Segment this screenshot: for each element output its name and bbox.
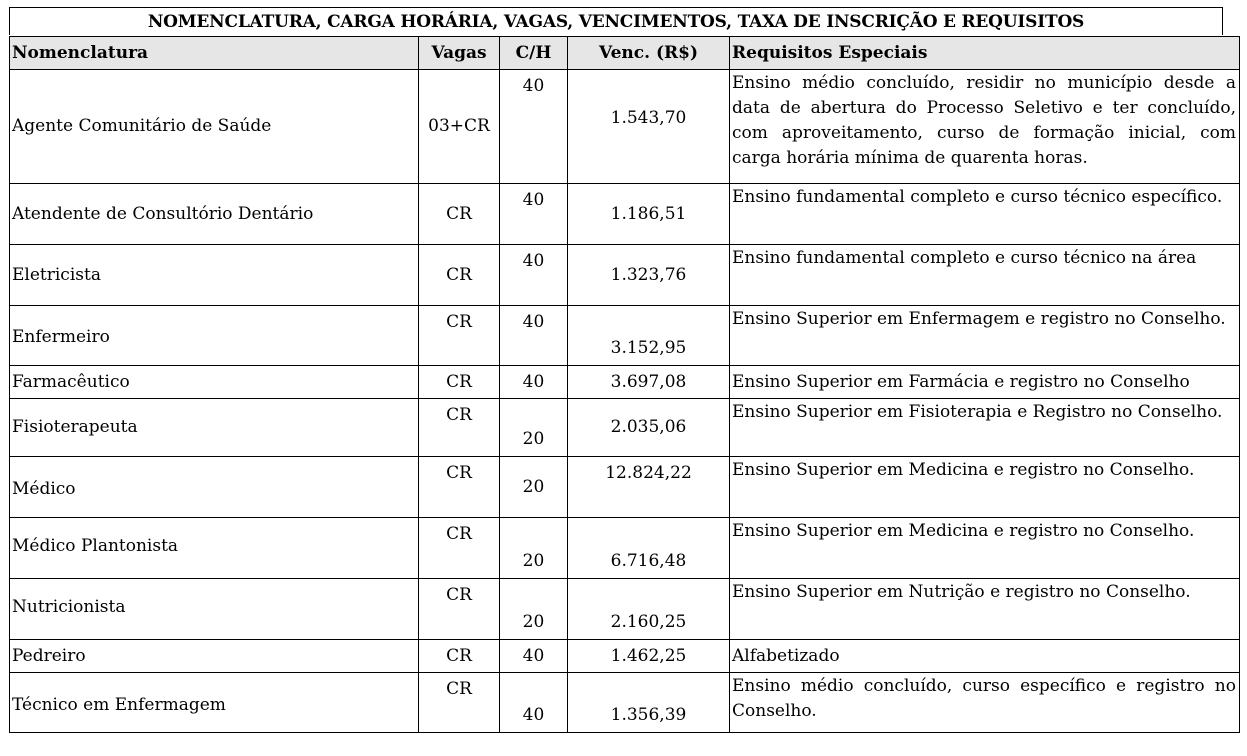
cell-nomenclatura: Enfermeiro — [10, 306, 419, 366]
cell-vagas: CR — [419, 184, 500, 245]
cell-ch: 20 — [500, 579, 568, 640]
cell-venc: 1.186,51 — [568, 184, 730, 245]
cell-ch: 40 — [500, 366, 568, 399]
header-ch: C/H — [500, 37, 568, 70]
cell-vagas: CR — [419, 306, 500, 366]
cell-requisitos: Ensino Superior em Nutrição e registro no Conselho. — [730, 579, 1240, 640]
cell-nomenclatura: Eletricista — [10, 245, 419, 306]
cell-ch: 40 — [500, 245, 568, 306]
cell-requisitos: Ensino médio concluído, residir no município desde a data de abertura do Processo Seletivo e ter concluído, com aproveitamento, curso de formação inicial, com carga horária mínima de quarenta horas. — [730, 70, 1240, 184]
cell-ch: 40 — [500, 70, 568, 184]
table-row — [10, 579, 1240, 640]
cell-venc: 3.152,95 — [568, 306, 730, 366]
cell-venc: 6.716,48 — [568, 518, 730, 579]
table-row — [10, 673, 1240, 733]
cell-nomenclatura: Médico Plantonista — [10, 518, 419, 579]
cell-nomenclatura: Pedreiro — [10, 640, 419, 673]
cell-vagas: CR — [419, 579, 500, 640]
table-title: NOMENCLATURA, CARGA HORÁRIA, VAGAS, VENCIMENTOS, TAXA DE INSCRIÇÃO E REQUISITOS — [9, 7, 1223, 35]
cell-vagas: CR — [419, 399, 500, 457]
cell-nomenclatura: Farmacêutico — [10, 366, 419, 399]
cell-vagas: CR — [419, 518, 500, 579]
cell-nomenclatura: Técnico em Enfermagem — [10, 673, 419, 733]
cell-venc: 12.824,22 — [568, 457, 730, 518]
cell-requisitos: Ensino Superior em Enfermagem e registro no Conselho. — [730, 306, 1240, 366]
table-row — [10, 640, 1240, 673]
table-row — [10, 457, 1240, 518]
cell-ch: 40 — [500, 640, 568, 673]
cell-nomenclatura: Fisioterapeuta — [10, 399, 419, 457]
cell-venc: 2.035,06 — [568, 399, 730, 457]
cell-vagas: CR — [419, 673, 500, 733]
cell-vagas: CR — [419, 457, 500, 518]
cell-venc: 1.356,39 — [568, 673, 730, 733]
table-row — [10, 366, 1240, 399]
cell-ch: 20 — [500, 518, 568, 579]
cell-nomenclatura: Médico — [10, 457, 419, 518]
header-row — [10, 37, 1240, 70]
cell-ch: 40 — [500, 184, 568, 245]
cell-nomenclatura: Atendente de Consultório Dentário — [10, 184, 419, 245]
header-vagas: Vagas — [419, 37, 500, 70]
cell-vagas: CR — [419, 245, 500, 306]
cell-venc: 2.160,25 — [568, 579, 730, 640]
table-row — [10, 399, 1240, 457]
cell-venc: 1.543,70 — [568, 70, 730, 184]
cell-ch: 20 — [500, 399, 568, 457]
header-nomenclatura: Nomenclatura — [10, 37, 419, 70]
cell-ch: 40 — [500, 673, 568, 733]
header-venc: Venc. (R$) — [568, 37, 730, 70]
cell-requisitos: Alfabetizado — [730, 640, 1240, 673]
table-row — [10, 306, 1240, 366]
cell-requisitos: Ensino médio concluído, curso específico e registro no Conselho. — [730, 673, 1240, 733]
cell-requisitos: Ensino fundamental completo e curso técnico específico. — [730, 184, 1240, 245]
header-requisitos: Requisitos Especiais — [730, 37, 1240, 70]
cell-nomenclatura: Nutricionista — [10, 579, 419, 640]
cell-requisitos: Ensino Superior em Medicina e registro no Conselho. — [730, 518, 1240, 579]
cell-vagas: CR — [419, 366, 500, 399]
cell-requisitos: Ensino Superior em Farmácia e registro no Conselho — [730, 366, 1240, 399]
table-row — [10, 70, 1240, 184]
positions-table — [9, 36, 1240, 733]
cell-nomenclatura: Agente Comunitário de Saúde — [10, 70, 419, 184]
table-row — [10, 518, 1240, 579]
cell-requisitos: Ensino fundamental completo e curso técnico na área — [730, 245, 1240, 306]
table-row — [10, 184, 1240, 245]
table-row — [10, 245, 1240, 306]
cell-requisitos: Ensino Superior em Fisioterapia e Registro no Conselho. — [730, 399, 1240, 457]
cell-ch: 20 — [500, 457, 568, 518]
cell-vagas: 03+CR — [419, 70, 500, 184]
cell-venc: 1.323,76 — [568, 245, 730, 306]
cell-venc: 1.462,25 — [568, 640, 730, 673]
cell-venc: 3.697,08 — [568, 366, 730, 399]
cell-requisitos: Ensino Superior em Medicina e registro no Conselho. — [730, 457, 1240, 518]
cell-ch: 40 — [500, 306, 568, 366]
cell-vagas: CR — [419, 640, 500, 673]
